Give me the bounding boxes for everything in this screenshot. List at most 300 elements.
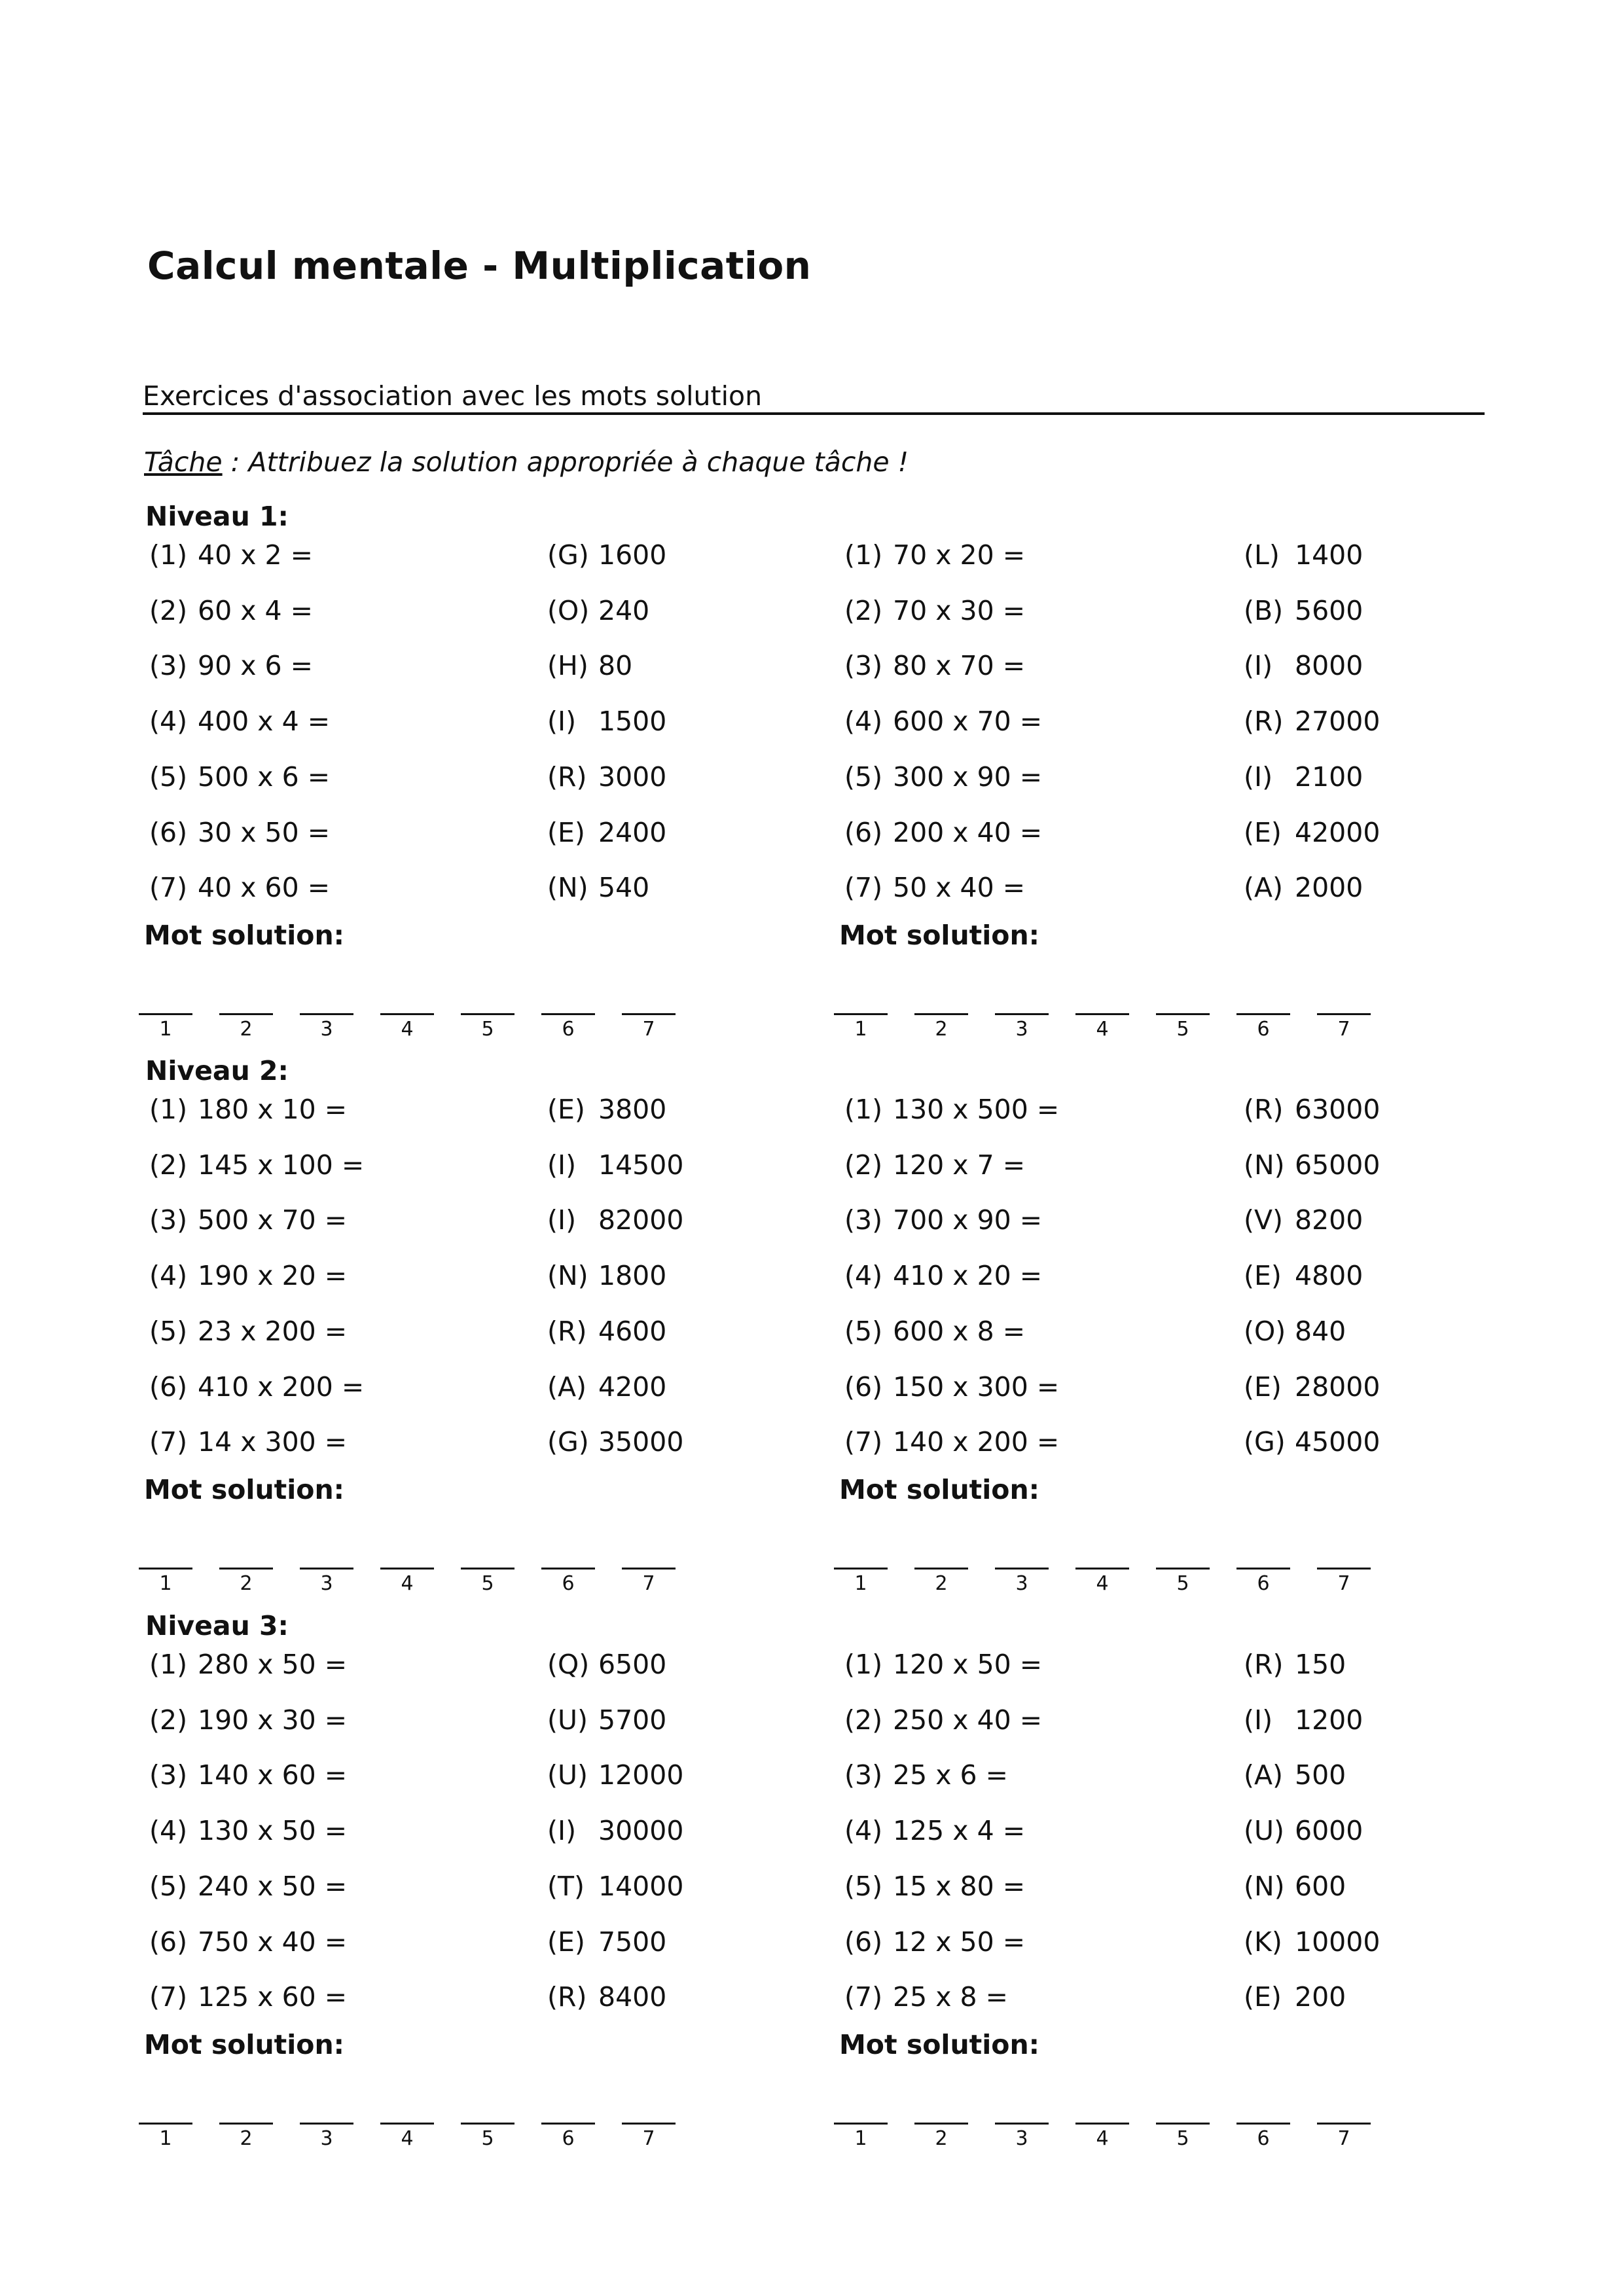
question-item — [149, 1926, 347, 1958]
level-heading: Niveau 1: — [145, 501, 289, 532]
answer-value: 6500 — [598, 1649, 667, 1680]
question-expression: 750 x 40 = — [198, 1926, 348, 1958]
question-number: (3) — [149, 650, 188, 682]
solution-blank[interactable] — [1156, 1568, 1210, 1595]
solution-blank[interactable] — [622, 1568, 676, 1595]
solution-blank[interactable] — [541, 1568, 595, 1595]
answer-value: 80 — [598, 650, 633, 682]
solution-blank[interactable] — [914, 1568, 968, 1595]
blank-number: 7 — [642, 1572, 655, 1595]
solution-blank[interactable] — [1075, 1013, 1129, 1041]
answer-letter: (R) — [1244, 706, 1284, 738]
answer-option — [547, 539, 666, 571]
answer-letter: (A) — [1244, 872, 1284, 904]
question-item — [844, 1870, 1025, 1903]
answer-letter: (E) — [547, 816, 585, 848]
question-expression: 50 x 40 = — [893, 872, 1026, 904]
solution-blank[interactable] — [1236, 2123, 1290, 2150]
answer-option — [1244, 1315, 1346, 1348]
blank-number: 4 — [1096, 1572, 1109, 1595]
answer-value: 4800 — [1295, 1260, 1363, 1292]
blank-number: 2 — [935, 2127, 948, 2150]
section-subtitle: Exercices d'association avec les mots solution — [143, 380, 1485, 415]
question-expression: 140 x 60 = — [198, 1759, 348, 1791]
answer-option — [547, 1704, 666, 1736]
solution-blank[interactable] — [1075, 1568, 1129, 1595]
question-expression: 40 x 2 = — [198, 539, 313, 571]
solution-blank[interactable] — [139, 1013, 192, 1041]
question-expression: 410 x 20 = — [893, 1260, 1043, 1292]
level-heading: Niveau 2: — [145, 1055, 289, 1086]
question-item — [149, 1426, 347, 1458]
blank-number: 6 — [562, 1018, 575, 1041]
answer-value: 1600 — [598, 539, 667, 571]
question-expression: 40 x 60 = — [198, 872, 331, 904]
question-item — [149, 1093, 347, 1126]
solution-blank[interactable] — [380, 1568, 434, 1595]
question-number: (7) — [149, 1981, 188, 2013]
question-item — [149, 816, 330, 849]
solution-blank[interactable] — [1317, 1568, 1371, 1595]
question-number: (4) — [844, 1815, 883, 1847]
answer-option — [547, 1981, 666, 2013]
solution-word-label: Mot solution: — [839, 2029, 1040, 2060]
question-number: (5) — [844, 1315, 883, 1347]
blank-number: 3 — [320, 2127, 333, 2150]
question-number: (6) — [149, 1926, 188, 1958]
solution-blank[interactable] — [834, 2123, 888, 2150]
question-expression: 500 x 6 = — [198, 761, 331, 793]
answer-letter: (U) — [547, 1759, 588, 1791]
blank-number: 3 — [320, 1018, 333, 1041]
question-number: (2) — [844, 594, 883, 626]
question-number: (6) — [844, 816, 883, 848]
solution-blank[interactable] — [541, 1013, 595, 1041]
question-number: (3) — [844, 1204, 883, 1236]
blank-number: 1 — [854, 1572, 867, 1595]
question-item — [844, 705, 1042, 738]
answer-value: 5700 — [598, 1704, 667, 1736]
solution-word-label: Mot solution: — [839, 1474, 1040, 1505]
question-expression: 12 x 50 = — [893, 1926, 1026, 1958]
question-item — [149, 1870, 347, 1903]
solution-word-label: Mot solution: — [839, 920, 1040, 951]
blank-number: 7 — [1337, 2127, 1350, 2150]
answer-letter: (R) — [1244, 1094, 1284, 1125]
answer-value: 150 — [1295, 1649, 1346, 1680]
answer-value: 240 — [598, 594, 650, 626]
question-item — [844, 816, 1042, 849]
answer-letter: (B) — [1244, 594, 1284, 626]
answer-option — [547, 1093, 666, 1126]
question-number: (4) — [149, 706, 188, 738]
answer-option — [1244, 1981, 1346, 2013]
blank-number: 1 — [854, 2127, 867, 2150]
solution-blank[interactable] — [1236, 1013, 1290, 1041]
question-number: (2) — [844, 1149, 883, 1181]
question-number: (5) — [149, 1315, 188, 1347]
answer-letter: (H) — [547, 650, 588, 682]
answer-option — [547, 1204, 683, 1236]
answer-option — [547, 1259, 666, 1292]
answer-option — [547, 1371, 666, 1403]
question-item — [149, 1315, 347, 1348]
answer-value: 14500 — [598, 1149, 684, 1181]
answer-option — [547, 1426, 683, 1458]
solution-word-label: Mot solution: — [144, 1474, 345, 1505]
question-expression: 60 x 4 = — [198, 594, 313, 626]
answer-option — [1244, 1259, 1363, 1292]
question-expression: 240 x 50 = — [198, 1870, 348, 1902]
answer-option — [1244, 594, 1363, 627]
answer-letter: (N) — [547, 872, 588, 904]
solution-blank[interactable] — [461, 1568, 514, 1595]
solution-blank[interactable] — [1317, 1013, 1371, 1041]
blank-number: 5 — [1176, 1572, 1189, 1595]
question-item — [149, 539, 313, 571]
solution-blank[interactable] — [300, 1013, 353, 1041]
blank-number: 7 — [642, 1018, 655, 1041]
answer-option — [1244, 816, 1380, 849]
question-number: (1) — [844, 1094, 883, 1125]
question-item — [844, 1315, 1025, 1348]
question-expression: 145 x 100 = — [198, 1149, 365, 1181]
blank-number: 7 — [1337, 1018, 1350, 1041]
question-number: (2) — [149, 594, 188, 626]
answer-value: 2000 — [1295, 872, 1363, 904]
answer-value: 63000 — [1295, 1094, 1380, 1125]
answer-letter: (E) — [1244, 816, 1282, 848]
answer-letter: (K) — [1244, 1926, 1282, 1958]
answer-value: 540 — [598, 872, 650, 904]
solution-blank[interactable] — [622, 2123, 676, 2150]
question-item — [149, 705, 330, 738]
question-item — [149, 871, 330, 904]
question-number: (3) — [844, 650, 883, 682]
answer-value: 6000 — [1295, 1815, 1363, 1847]
answer-letter: (I) — [547, 706, 577, 738]
answer-letter: (I) — [547, 1204, 577, 1236]
question-item — [844, 594, 1025, 627]
question-item — [149, 1259, 347, 1292]
solution-blank[interactable] — [834, 1568, 888, 1595]
solution-blank[interactable] — [461, 1013, 514, 1041]
answer-option — [547, 761, 666, 793]
answer-value: 45000 — [1295, 1426, 1380, 1458]
answer-option — [547, 1870, 683, 1903]
solution-word-label: Mot solution: — [144, 2029, 345, 2060]
answer-value: 14000 — [598, 1870, 684, 1902]
solution-blank[interactable] — [380, 1013, 434, 1041]
answer-letter: (R) — [1244, 1649, 1284, 1680]
question-number: (4) — [844, 706, 883, 738]
question-item — [844, 1259, 1042, 1292]
answer-value: 8400 — [598, 1981, 667, 2013]
question-number: (6) — [149, 816, 188, 848]
page-title: Calcul mentale - Multiplication — [147, 243, 812, 288]
answer-value: 65000 — [1295, 1149, 1380, 1181]
answer-option — [1244, 1648, 1346, 1681]
answer-option — [1244, 539, 1363, 571]
question-item — [149, 1149, 364, 1181]
question-expression: 200 x 40 = — [893, 816, 1043, 848]
blank-number: 2 — [240, 1572, 253, 1595]
question-expression: 180 x 10 = — [198, 1094, 348, 1125]
question-expression: 80 x 70 = — [893, 650, 1026, 682]
blank-number: 1 — [159, 1572, 172, 1595]
question-expression: 90 x 6 = — [198, 650, 313, 682]
question-item — [149, 1371, 364, 1403]
blank-number: 4 — [401, 1018, 414, 1041]
answer-option — [1244, 1426, 1380, 1458]
question-item — [844, 761, 1042, 793]
answer-letter: (I) — [1244, 1704, 1273, 1736]
solution-blank[interactable] — [1156, 2123, 1210, 2150]
question-item — [149, 1704, 347, 1736]
answer-letter: (I) — [1244, 650, 1273, 682]
answer-value: 2100 — [1295, 761, 1363, 793]
answer-option — [1244, 649, 1363, 682]
question-expression: 120 x 50 = — [893, 1649, 1043, 1680]
blank-number: 5 — [1176, 2127, 1189, 2150]
answer-value: 4600 — [598, 1315, 667, 1347]
question-item — [844, 1981, 1008, 2013]
answer-option — [1244, 1814, 1363, 1847]
blank-number: 7 — [1337, 1572, 1350, 1595]
question-item — [844, 871, 1025, 904]
question-expression: 70 x 30 = — [893, 594, 1026, 626]
question-expression: 500 x 70 = — [198, 1204, 348, 1236]
answer-value: 2400 — [598, 816, 667, 848]
blank-number: 4 — [1096, 2127, 1109, 2150]
solution-blank[interactable] — [139, 1568, 192, 1595]
question-expression: 400 x 4 = — [198, 706, 331, 738]
answer-option — [547, 1926, 666, 1958]
question-expression: 140 x 200 = — [893, 1426, 1060, 1458]
question-expression: 190 x 30 = — [198, 1704, 348, 1736]
question-item — [844, 1648, 1042, 1681]
question-number: (7) — [844, 1981, 883, 2013]
question-expression: 300 x 90 = — [893, 761, 1043, 793]
question-expression: 130 x 50 = — [198, 1815, 348, 1847]
answer-option — [547, 816, 666, 849]
blank-number: 4 — [1096, 1018, 1109, 1041]
solution-blank[interactable] — [461, 2123, 514, 2150]
answer-letter: (V) — [1244, 1204, 1284, 1236]
solution-blank[interactable] — [995, 2123, 1049, 2150]
solution-blank[interactable] — [380, 2123, 434, 2150]
question-expression: 120 x 7 = — [893, 1149, 1026, 1181]
question-number: (7) — [844, 1426, 883, 1458]
solution-blank[interactable] — [219, 1568, 273, 1595]
question-item — [149, 1648, 347, 1681]
question-item — [844, 1759, 1008, 1791]
answer-option — [1244, 1759, 1346, 1791]
answer-option — [1244, 1093, 1380, 1126]
solution-blank[interactable] — [300, 2123, 353, 2150]
question-number: (4) — [149, 1260, 188, 1292]
question-expression: 14 x 300 = — [198, 1426, 348, 1458]
question-item — [844, 1093, 1059, 1126]
question-expression: 125 x 60 = — [198, 1981, 348, 2013]
question-item — [844, 1814, 1025, 1847]
question-expression: 70 x 20 = — [893, 539, 1026, 571]
answer-option — [547, 1315, 666, 1348]
answer-value: 840 — [1295, 1315, 1346, 1347]
solution-blank[interactable] — [219, 1013, 273, 1041]
question-number: (1) — [844, 539, 883, 571]
answer-letter: (I) — [1244, 761, 1273, 793]
answer-letter: (E) — [1244, 1371, 1282, 1403]
blank-number: 2 — [935, 1018, 948, 1041]
question-number: (1) — [844, 1649, 883, 1680]
answer-value: 500 — [1295, 1759, 1346, 1791]
answer-option — [1244, 1704, 1363, 1736]
blank-number: 7 — [642, 2127, 655, 2150]
question-item — [149, 1814, 347, 1847]
question-expression: 190 x 20 = — [198, 1260, 348, 1292]
answer-letter: (Q) — [547, 1649, 590, 1680]
answer-option — [547, 594, 649, 627]
answer-value: 8000 — [1295, 650, 1363, 682]
answer-value: 7500 — [598, 1926, 667, 1958]
question-number: (6) — [844, 1371, 883, 1403]
answer-option — [547, 649, 632, 682]
question-expression: 600 x 70 = — [893, 706, 1043, 738]
question-item — [149, 594, 313, 627]
answer-letter: (G) — [547, 1426, 589, 1458]
question-expression: 25 x 8 = — [893, 1981, 1008, 2013]
blank-number: 2 — [935, 1572, 948, 1595]
question-number: (6) — [149, 1371, 188, 1403]
question-number: (7) — [149, 1426, 188, 1458]
answer-value: 42000 — [1295, 816, 1380, 848]
answer-value: 35000 — [598, 1426, 684, 1458]
solution-word-label: Mot solution: — [144, 920, 345, 951]
question-item — [844, 1149, 1025, 1181]
question-item — [149, 1759, 347, 1791]
answer-value: 30000 — [598, 1815, 684, 1847]
question-expression: 30 x 50 = — [198, 816, 331, 848]
question-expression: 15 x 80 = — [893, 1870, 1026, 1902]
blank-number: 3 — [320, 1572, 333, 1595]
answer-option — [547, 705, 666, 738]
answer-letter: (O) — [1244, 1315, 1286, 1347]
question-item — [149, 1204, 347, 1236]
solution-blank[interactable] — [914, 1013, 968, 1041]
answer-option — [1244, 1149, 1380, 1181]
question-item — [149, 649, 313, 682]
answer-option — [1244, 1204, 1363, 1236]
question-expression: 700 x 90 = — [893, 1204, 1043, 1236]
solution-blank[interactable] — [834, 1013, 888, 1041]
answer-option — [547, 1814, 683, 1847]
question-item — [844, 539, 1025, 571]
blank-number: 5 — [481, 1572, 494, 1595]
solution-blank[interactable] — [995, 1568, 1049, 1595]
solution-blank[interactable] — [139, 2123, 192, 2150]
answer-value: 4200 — [598, 1371, 667, 1403]
blank-number: 1 — [159, 2127, 172, 2150]
answer-option — [1244, 761, 1363, 793]
question-number: (5) — [844, 761, 883, 793]
answer-value: 1400 — [1295, 539, 1363, 571]
answer-value: 5600 — [1295, 594, 1363, 626]
solution-blank[interactable] — [622, 1013, 676, 1041]
answer-letter: (N) — [1244, 1149, 1285, 1181]
question-number: (3) — [149, 1759, 188, 1791]
blank-number: 4 — [401, 2127, 414, 2150]
question-number: (4) — [844, 1260, 883, 1292]
solution-blank[interactable] — [1156, 1013, 1210, 1041]
answer-value: 1200 — [1295, 1704, 1363, 1736]
question-number: (1) — [149, 1094, 188, 1125]
question-item — [844, 1204, 1042, 1236]
answer-value: 200 — [1295, 1981, 1346, 2013]
answer-option — [1244, 1926, 1380, 1958]
question-item — [149, 761, 330, 793]
question-number: (7) — [149, 872, 188, 904]
answer-letter: (E) — [547, 1926, 585, 1958]
answer-letter: (R) — [547, 761, 587, 793]
task-instruction — [144, 446, 909, 478]
task-text: : Attribuez la solution appropriée à chaque tâche ! — [222, 446, 909, 478]
blank-number: 6 — [562, 2127, 575, 2150]
answer-letter: (U) — [1244, 1815, 1285, 1847]
answer-letter: (E) — [1244, 1981, 1282, 2013]
question-item — [844, 1926, 1025, 1958]
solution-blank[interactable] — [1075, 2123, 1129, 2150]
solution-blank[interactable] — [995, 1013, 1049, 1041]
answer-letter: (A) — [547, 1371, 587, 1403]
answer-letter: (U) — [547, 1704, 588, 1736]
answer-value: 1800 — [598, 1260, 667, 1292]
question-expression: 125 x 4 = — [893, 1815, 1026, 1847]
question-item — [844, 1426, 1059, 1458]
question-number: (7) — [844, 872, 883, 904]
solution-blank[interactable] — [1236, 1568, 1290, 1595]
task-label: Tâche — [144, 446, 223, 478]
answer-option — [547, 871, 649, 904]
answer-option — [1244, 1371, 1380, 1403]
answer-option — [1244, 1870, 1346, 1903]
answer-letter: (G) — [1244, 1426, 1286, 1458]
question-expression: 280 x 50 = — [198, 1649, 348, 1680]
solution-blank[interactable] — [914, 2123, 968, 2150]
answer-value: 600 — [1295, 1870, 1346, 1902]
solution-blank[interactable] — [541, 2123, 595, 2150]
question-expression: 600 x 8 = — [893, 1315, 1026, 1347]
answer-letter: (E) — [547, 1094, 585, 1125]
blank-number: 6 — [1257, 2127, 1270, 2150]
answer-letter: (I) — [547, 1149, 577, 1181]
question-item — [844, 1704, 1042, 1736]
solution-blank[interactable] — [1317, 2123, 1371, 2150]
answer-value: 10000 — [1295, 1926, 1380, 1958]
blank-number: 5 — [481, 2127, 494, 2150]
answer-value: 27000 — [1295, 706, 1380, 738]
blank-number: 1 — [854, 1018, 867, 1041]
answer-option — [1244, 705, 1380, 738]
question-number: (5) — [844, 1870, 883, 1902]
answer-option — [547, 1149, 683, 1181]
answer-value: 8200 — [1295, 1204, 1363, 1236]
answer-letter: (A) — [1244, 1759, 1284, 1791]
solution-blank[interactable] — [300, 1568, 353, 1595]
solution-blank[interactable] — [219, 2123, 273, 2150]
question-number: (2) — [149, 1149, 188, 1181]
question-number: (2) — [149, 1704, 188, 1736]
